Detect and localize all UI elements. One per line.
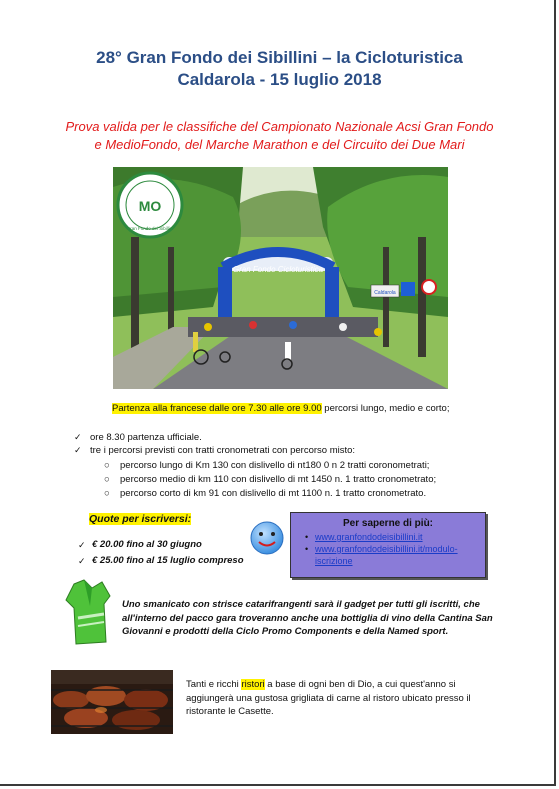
smiley-icon <box>250 521 284 555</box>
page-title-line2: Caldarola - 15 luglio 2018 <box>177 70 382 89</box>
price-list <box>78 537 244 569</box>
check-icon: ✓ <box>78 540 86 550</box>
arch-text: Gran Fondo Cicloturistica <box>232 265 324 274</box>
jersey-icon <box>60 578 116 648</box>
start-info-rest: percorsi lungo, medio e corto; <box>321 403 450 414</box>
circle-bullet-icon: ○ <box>104 474 110 485</box>
bullet-icon: • <box>305 532 309 542</box>
start-info <box>112 403 449 414</box>
info-bullet-list <box>74 431 355 457</box>
gadget-text: Uno smanicato con strisce catarifrangenti sarà il gadget per tutti gli iscritti, che all'interno del pacco gara troveranno anche una bottiglia di vino della Cantina San Giovanni e prodotti della Ciclo Promo Components e della Named sport. <box>122 599 493 637</box>
quotes-title: Quote per iscriversi: <box>89 513 192 525</box>
check-icon: ✓ <box>78 556 86 566</box>
grill-photo <box>51 670 173 734</box>
list-item: ✓ ore 8.30 partenza ufficiale. <box>74 432 202 443</box>
subtitle-line1: Prova valida per le classifiche del Campionato Nazionale Acsi Gran Fondo <box>65 119 494 134</box>
sign-text: Caldarola <box>374 290 396 296</box>
bullet-icon: • <box>305 544 309 554</box>
list-item: ○ percorso lungo di Km 130 con dislivello di nt180 0 n 2 tratti coronometrati; <box>104 460 430 471</box>
subtitle-line2: e MedioFondo, del Marche Marathon e del Circuito dei Due Mari <box>94 137 465 152</box>
list-item: ✓ € 20.00 fino al 30 giugno <box>78 537 244 553</box>
info-links <box>305 531 475 567</box>
website-link[interactable]: • www.granfondodeisibillini.it <box>305 532 423 542</box>
info-box <box>290 512 486 578</box>
food-text: Tanti e ricchi ristori a base di ogni ben di Dio, a cui quest'anno si aggiungerà una gustosa grigliata di carne al ristoro ubicato presso il ristorante le Casette. <box>186 679 471 717</box>
list-item: ✓ € 25.00 fino al 15 luglio compreso <box>78 553 244 569</box>
page-title-line1: 28° Gran Fondo dei Sibillini – la Cicloturistica <box>96 48 463 67</box>
list-item: ○ percorso medio di km 110 con dislivello di mt 1450 n. 1 tratto cronometrato; <box>104 474 437 485</box>
food-highlight: ristori <box>241 679 265 690</box>
logo-text: Gran Fondo dei Sibillini <box>126 226 174 231</box>
list-item: ✓ tre i percorsi previsti con tratti cronometrati con percorso misto: <box>74 445 356 456</box>
course-list <box>104 459 436 501</box>
check-icon: ✓ <box>74 445 82 455</box>
circle-bullet-icon: ○ <box>104 488 110 499</box>
event-photo <box>113 167 448 389</box>
check-icon: ✓ <box>74 432 82 442</box>
info-box-title: Per saperne di più: <box>342 518 434 529</box>
circle-bullet-icon: ○ <box>104 460 110 471</box>
list-item: ○ percorso corto di km 91 con dislivello di mt 1100 n. 1 tratto cronometrato. <box>104 488 427 499</box>
logo-letters: MO <box>138 198 162 214</box>
registration-link[interactable]: • www.granfondodeisibillini.it/modulo-iscrizione <box>305 544 458 566</box>
start-info-highlight: Partenza alla francese dalle ore 7.30 alle ore 9.00 <box>112 403 322 414</box>
